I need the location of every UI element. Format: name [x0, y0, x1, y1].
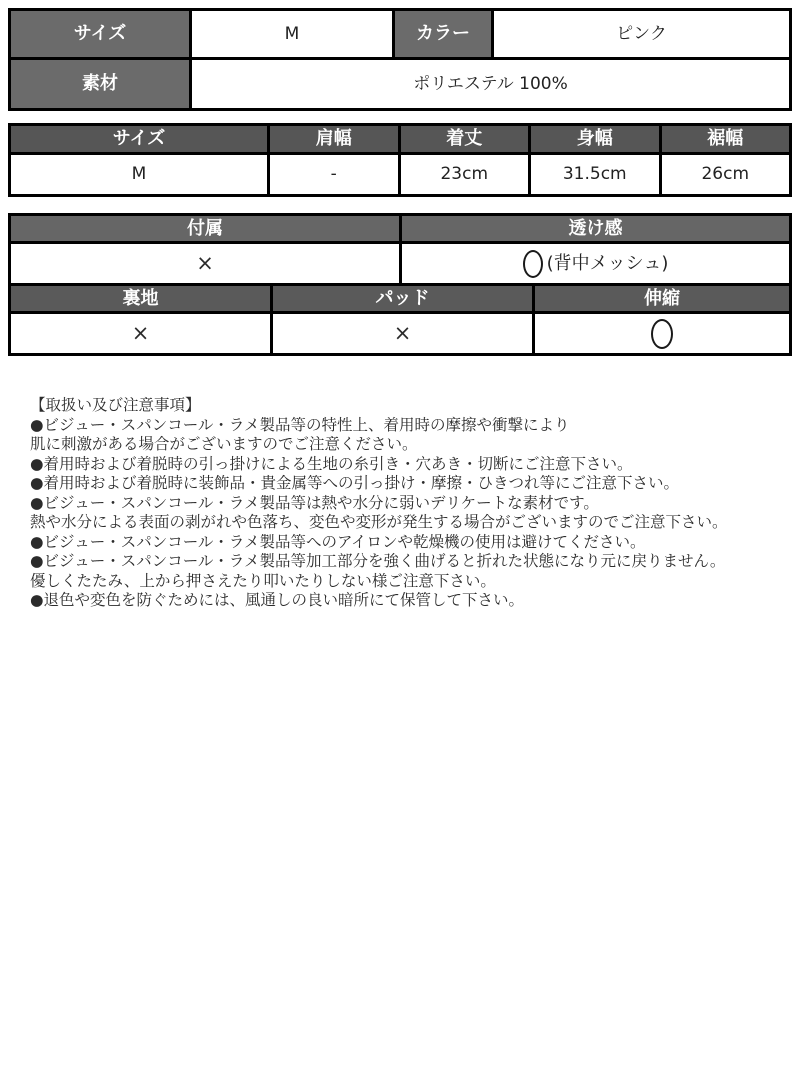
- shoulder-width-cell: -: [270, 155, 398, 194]
- material-label-cell: 素材: [11, 60, 189, 108]
- stretch-header: 伸縮: [535, 286, 789, 311]
- note-line: ●ビジュー・スパンコール・ラメ製品等は熱や水分に弱いデリケートな素材です。: [30, 493, 599, 512]
- pad-value-cell: [273, 314, 532, 353]
- size-cell: M: [11, 155, 267, 194]
- sheerness-note: (背中メッシュ): [546, 252, 669, 274]
- body-width-cell: 31.5cm: [531, 155, 659, 194]
- note-line: ●ビジュー・スパンコール・ラメ製品等加工部分を強く曲げると折れた状態になり元に戻りません。: [30, 552, 726, 570]
- size-label-cell: サイズ: [11, 11, 189, 57]
- accessories-value-cell: [11, 244, 399, 283]
- color-value-cell: ピンク: [494, 11, 789, 57]
- note-line: 肌に刺激がある場合がございますのでご注意ください。: [30, 435, 418, 453]
- shoulder-width-header: 肩幅: [270, 126, 398, 152]
- cross-mark: ×: [196, 251, 214, 275]
- notes-title: 【取扱い及び注意事項】: [30, 396, 201, 414]
- note-line: ●ビジュー・スパンコール・ラメ製品等へのアイロンや乾燥機の使用は避けてください。: [30, 532, 646, 551]
- size-chart-table: [8, 123, 792, 197]
- lining-value-cell: [11, 314, 270, 353]
- size-chart-header-row: [11, 126, 789, 152]
- note-line: ●退色や変色を防ぐためには、風通しの良い暗所にて保管して下さい。: [30, 591, 525, 609]
- size-chart-data-row: [11, 155, 789, 194]
- circle-icon: [523, 250, 543, 278]
- color-label-cell: カラー: [395, 11, 491, 57]
- size-value-cell: M: [192, 11, 392, 57]
- note-line: 熱や水分による表面の剥がれや色落ち、変色や変形が発生する場合がございますのでご注意下さい。: [30, 513, 728, 531]
- note-line: ●着用時および着脱時に装飾品・貴金属等への引っ掛け・摩擦・ひきつれ等にご注意下さい。: [30, 474, 680, 492]
- cross-mark: ×: [393, 321, 412, 345]
- material-row: [11, 60, 789, 108]
- lining-header: 裏地: [11, 286, 270, 311]
- note-line: 優しくたたみ、上から押さえたり叩いたりしない様ご注意下さい。: [30, 571, 496, 590]
- features-data-row-1: [11, 244, 789, 283]
- length-cell: 23cm: [401, 155, 529, 194]
- care-notes-section: [30, 396, 775, 611]
- note-line: ●着用時および着脱時の引っ掛けによる生地の糸引き・穴あき・切断にご注意下さい。: [30, 454, 633, 473]
- features-data-row-2: [11, 314, 789, 353]
- length-header: 着丈: [401, 126, 529, 152]
- features-header-row-1: [11, 216, 789, 241]
- features-table: [8, 213, 792, 356]
- size-col-header: サイズ: [11, 126, 267, 152]
- hem-width-cell: 26cm: [662, 155, 790, 194]
- body-width-header: 身幅: [531, 126, 659, 152]
- product-info-row: [11, 11, 789, 57]
- sheerness-value-cell: [402, 244, 789, 283]
- sheerness-header: 透け感: [402, 216, 789, 241]
- product-spec-table: [8, 8, 792, 111]
- cross-mark: ×: [131, 321, 150, 345]
- accessories-header: 付属: [11, 216, 399, 241]
- stretch-value-cell: [535, 314, 789, 353]
- pad-header: パッド: [273, 286, 532, 311]
- sheerness-value: [523, 250, 669, 278]
- hem-width-header: 裾幅: [662, 126, 790, 152]
- note-line: ●ビジュー・スパンコール・ラメ製品等の特性上、着用時の摩擦や衝撃により: [30, 415, 570, 434]
- material-value-cell: ポリエステル 100%: [192, 60, 789, 108]
- circle-icon: [651, 319, 673, 349]
- features-header-row-2: [11, 286, 789, 311]
